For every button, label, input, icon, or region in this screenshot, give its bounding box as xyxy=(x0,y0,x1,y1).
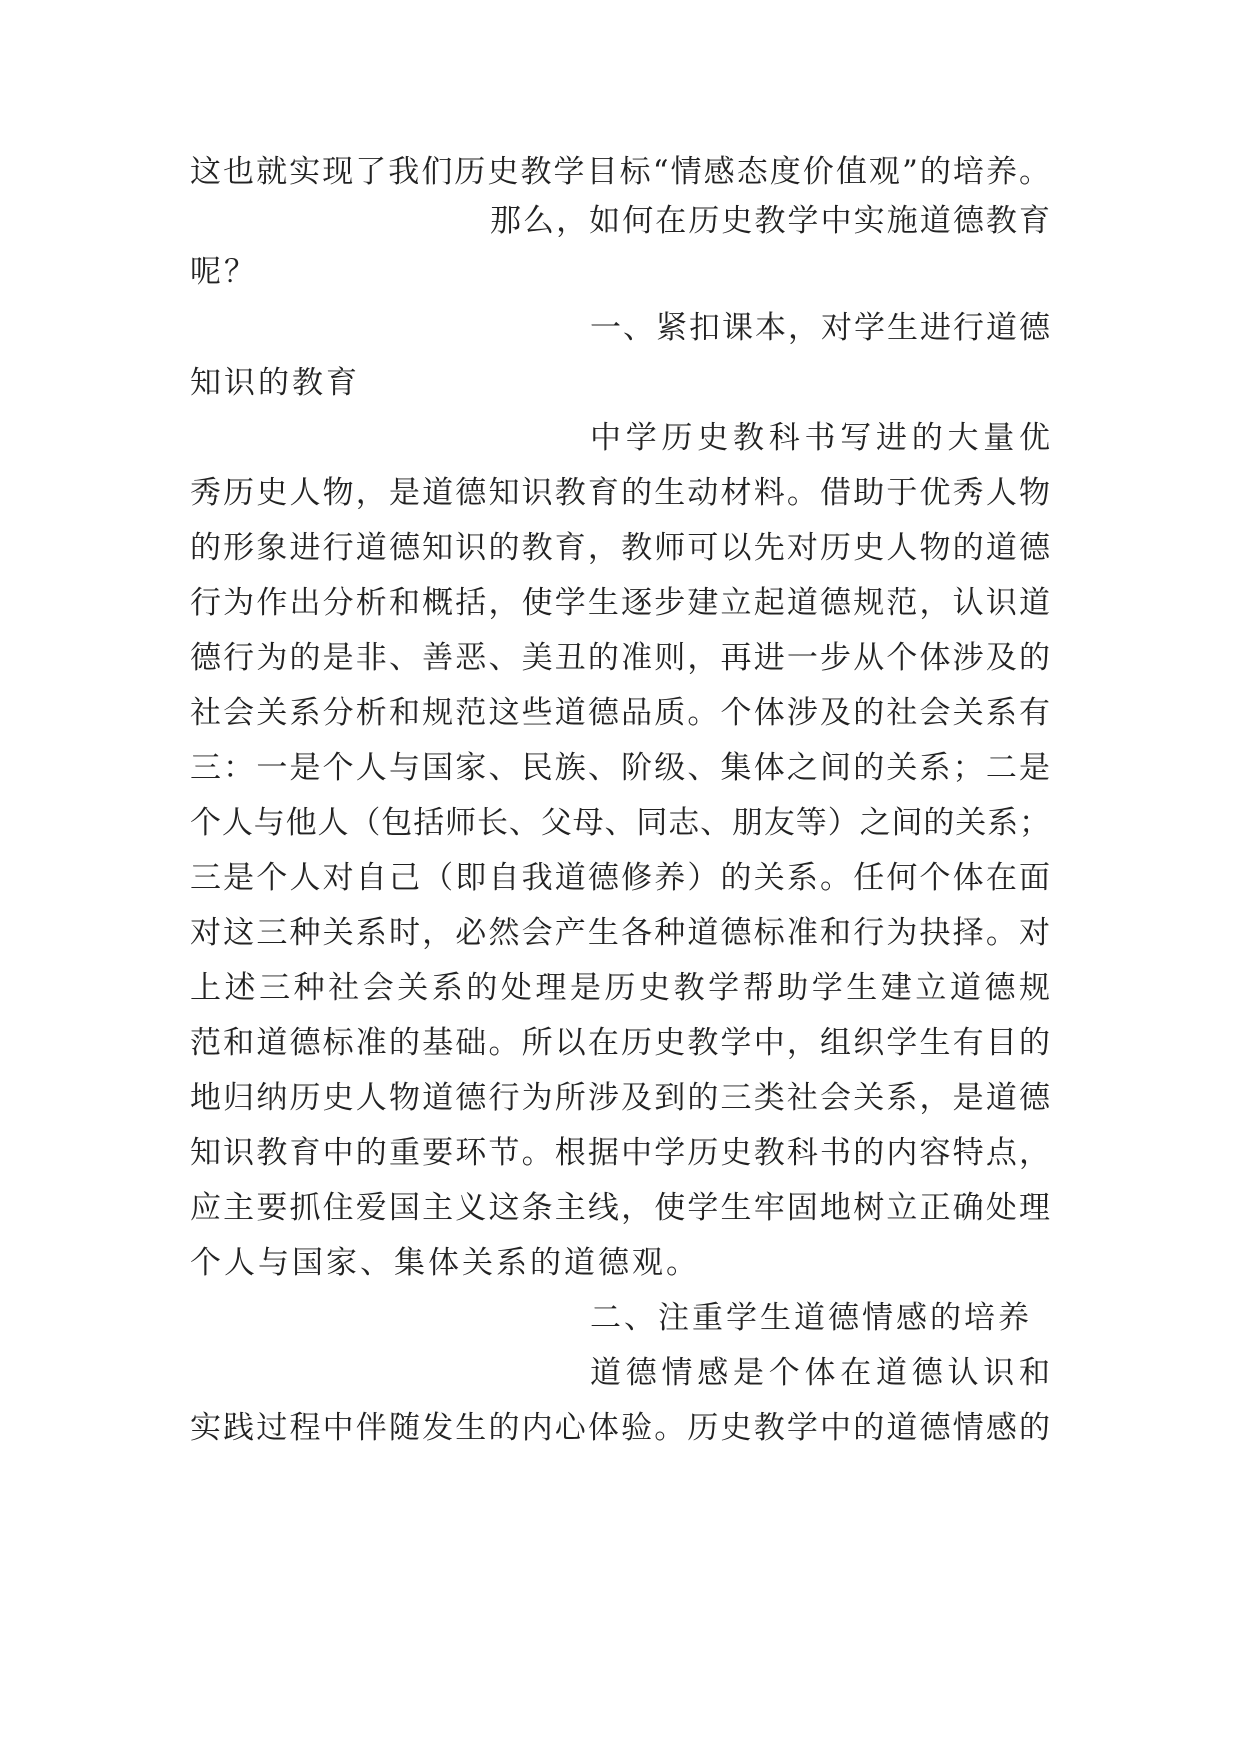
paragraph-line: 对这三种关系时，必然会产生各种道德标准和行为抉择。对 xyxy=(190,915,1050,951)
section-heading: 二、注重学生道德情感的培养 xyxy=(590,1300,1032,1336)
paragraph-line: 德行为的是非、善恶、美丑的准则，再进一步从个体涉及的 xyxy=(190,640,1050,676)
paragraph-line: 个人与他人（包括师长、父母、同志、朋友等）之间的关系； xyxy=(190,805,1050,841)
paragraph-line: 实践过程中伴随发生的内心体验。历史教学中的道德情感的 xyxy=(190,1410,1050,1446)
section-heading: 一、紧扣课本，对学生进行道德 xyxy=(590,310,1050,346)
paragraph-line: 个人与国家、集体关系的道德观。 xyxy=(190,1245,700,1281)
paragraph-line: 呢？ xyxy=(190,254,258,290)
paragraph-line: 社会关系分析和规范这些道德品质。个体涉及的社会关系有 xyxy=(190,695,1050,731)
paragraph-line: 行为作出分析和概括，使学生逐步建立起道德规范，认识道 xyxy=(190,585,1050,621)
paragraph-line: 这也就实现了我们历史教学目标“情感态度价值观”的培养。 xyxy=(190,154,1050,190)
paragraph-line: 知识教育中的重要环节。根据中学历史教科书的内容特点， xyxy=(190,1135,1050,1171)
paragraph-line: 应主要抓住爱国主义这条主线，使学生牢固地树立正确处理 xyxy=(190,1190,1050,1226)
paragraph-line: 中学历史教科书写进的大量优 xyxy=(590,420,1050,456)
paragraph-line: 的形象进行道德知识的教育，教师可以先对历史人物的道德 xyxy=(190,530,1050,566)
paragraph-line: 道德情感是个体在道德认识和 xyxy=(590,1355,1050,1391)
paragraph-line: 三：一是个人与国家、民族、阶级、集体之间的关系；二是 xyxy=(190,750,1050,786)
paragraph-line: 地归纳历史人物道德行为所涉及到的三类社会关系，是道德 xyxy=(190,1080,1050,1116)
paragraph-line: 三是个人对自己（即自我道德修养）的关系。任何个体在面 xyxy=(190,860,1050,896)
paragraph-line: 范和道德标准的基础。所以在历史教学中，组织学生有目的 xyxy=(190,1025,1050,1061)
paragraph-line: 那么，如何在历史教学中实施道德教育 xyxy=(490,203,1050,239)
paragraph-line: 秀历史人物，是道德知识教育的生动材料。借助于优秀人物 xyxy=(190,475,1050,511)
paragraph-line: 上述三种社会关系的处理是历史教学帮助学生建立道德规 xyxy=(190,970,1050,1006)
section-heading-continued: 知识的教育 xyxy=(190,365,360,401)
